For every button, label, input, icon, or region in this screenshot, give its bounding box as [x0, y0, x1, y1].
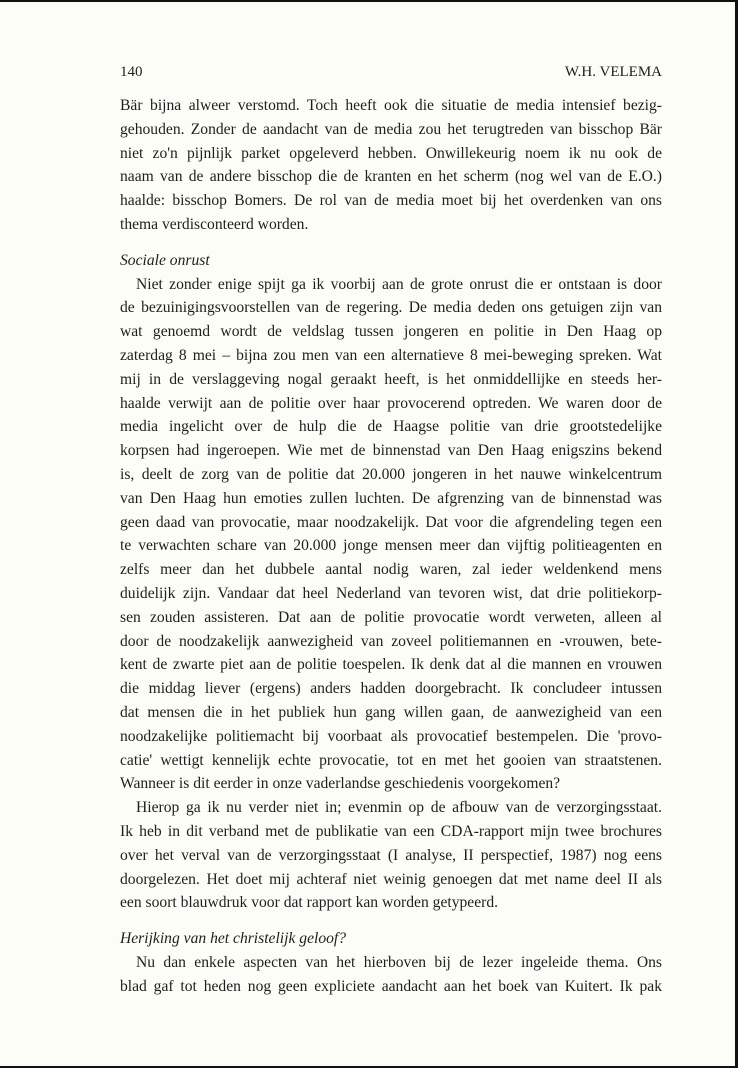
- text-line: die middag liever (ergens) anders hadden doorgebracht. Ik concludeer intussen: [120, 680, 662, 698]
- paragraph: [120, 273, 662, 797]
- text-line: haalde verwijt aan de politie over haar provocerend optreden. We waren door de: [120, 394, 662, 412]
- text-line: zelfs meer dan het dubbele aantal nodig waren, zal ieder weldenkend mens: [120, 561, 662, 579]
- text-line: korpsen had ingeroepen. Wie met de binnenstad van Den Haag enigszins bekend: [120, 442, 662, 460]
- text-line: over het verval van de verzorgingsstaat (I analyse, II perspectief, 1987) nog eens: [120, 846, 662, 864]
- scan-edge-top: [0, 0, 738, 2]
- paragraph: [120, 951, 662, 999]
- text-line: zaterdag 8 mei – bijna zou men van een alternatieve 8 mei-beweging spreken. Wat: [120, 346, 662, 364]
- text-line: te verwachten schare van 20.000 jonge mensen meer dan vijftig politieagenten en: [120, 537, 662, 555]
- text-line: niet zo'n pijnlijk parket opgeleverd hebben. Onwillekeurig noem ik nu ook de: [120, 144, 662, 162]
- text-line: is, deelt de zorg van de politie dat 20.000 jongeren in het nauwe winkelcentrum: [120, 465, 662, 483]
- text-line: naam van de andere bisschop die de kranten en het scherm (nog wel van de E.O.): [120, 168, 662, 186]
- text-line: Wanneer is dit eerder in onze vaderlandse geschiedenis voorgekomen?: [120, 775, 561, 793]
- text-line: duidelijk zijn. Vandaar dat heel Nederland van tevoren wist, dat drie politiekorp-: [120, 584, 662, 602]
- text-line: doorgelezen. Het doet mij achteraf niet weinig genoegen dat met name deel II als: [120, 870, 662, 888]
- text-line: door de noodzakelijk aanwezigheid van zoveel politiemannen en -vrouwen, bete-: [120, 632, 662, 650]
- text-line: mij in de verslaggeving nogal geraakt heeft, is het onmiddellijke en steeds her-: [120, 370, 662, 388]
- text-line: Hierop ga ik nu verder niet in; evenmin op de afbouw van de verzorgingsstaat.: [136, 799, 662, 817]
- running-author: W.H. VELEMA: [564, 64, 662, 80]
- text-line: de bezuinigingsvoorstellen van de regering. De media deden ons getuigen zijn van: [120, 299, 662, 317]
- text-line: sen zouden assisteren. Dat aan de politie provocatie wordt verweten, alleen al: [120, 608, 662, 626]
- page-number: 140: [120, 64, 143, 80]
- text-line: wat genoemd wordt de veldslag tussen jongeren en politie in Den Haag op: [120, 323, 662, 341]
- text-line: catie' wettigt kennelijk echte provocatie, tot en met het gooien van straatstenen.: [120, 751, 662, 769]
- document-body: [120, 94, 662, 998]
- paragraph: [120, 796, 662, 915]
- section-heading: Sociale onrust: [120, 251, 210, 269]
- document-page: [120, 62, 662, 998]
- text-line: media ingelicht over de hulp die de Haagse politie van drie grootstedelijke: [120, 418, 662, 436]
- text-line: Ik heb in dit verband met de publikatie van een CDA-rapport mijn twee brochures: [120, 822, 662, 840]
- text-line: haalde: bisschop Bomers. De rol van de media moet bij het overdenken van ons: [120, 192, 662, 210]
- text-line: Nu dan enkele aspecten van het hierboven bij de lezer ingeleide thema. Ons: [136, 953, 662, 971]
- text-line: blad gaf tot heden nog geen expliciete aandacht aan het boek van Kuitert. Ik pak: [120, 977, 662, 995]
- text-line: van Den Haag hun emoties zullen luchten. De afgrenzing van de binnenstad was: [120, 489, 662, 507]
- running-header: [120, 62, 662, 94]
- text-line: gehouden. Zonder de aandacht van de media zou het terugtreden van bisschop Bär: [120, 120, 662, 138]
- text-line: noodzakelijke politiemacht bij voorbaat als provocatief bestempelen. Die 'provo-: [120, 727, 662, 745]
- text-line: Niet zonder enige spijt ga ik voorbij aan de grote onrust die er ontstaan is door: [136, 275, 662, 293]
- text-line: geen daad van provocatie, maar noodzakelijk. Dat voor die afgrendeling tegen een: [120, 513, 662, 531]
- text-line: thema verdisconteerd worden.: [120, 215, 309, 233]
- paragraph: [120, 94, 662, 237]
- text-line: een soort blauwdruk voor dat rapport kan worden getypeerd.: [120, 894, 499, 912]
- text-line: dat mensen die in het publiek hun gang willen gaan, de aanwezigheid van een: [120, 703, 662, 721]
- section-gap: [120, 237, 662, 249]
- text-line: kent de zwarte piet aan de politie toespelen. Ik denk dat al die mannen en vrouwen: [120, 656, 662, 674]
- text-line: Bär bijna alweer verstomd. Toch heeft ook die situatie de media intensief bezig-: [120, 97, 662, 114]
- section-heading: Herijking van het christelijk geloof?: [120, 930, 347, 948]
- section-gap: [120, 915, 662, 927]
